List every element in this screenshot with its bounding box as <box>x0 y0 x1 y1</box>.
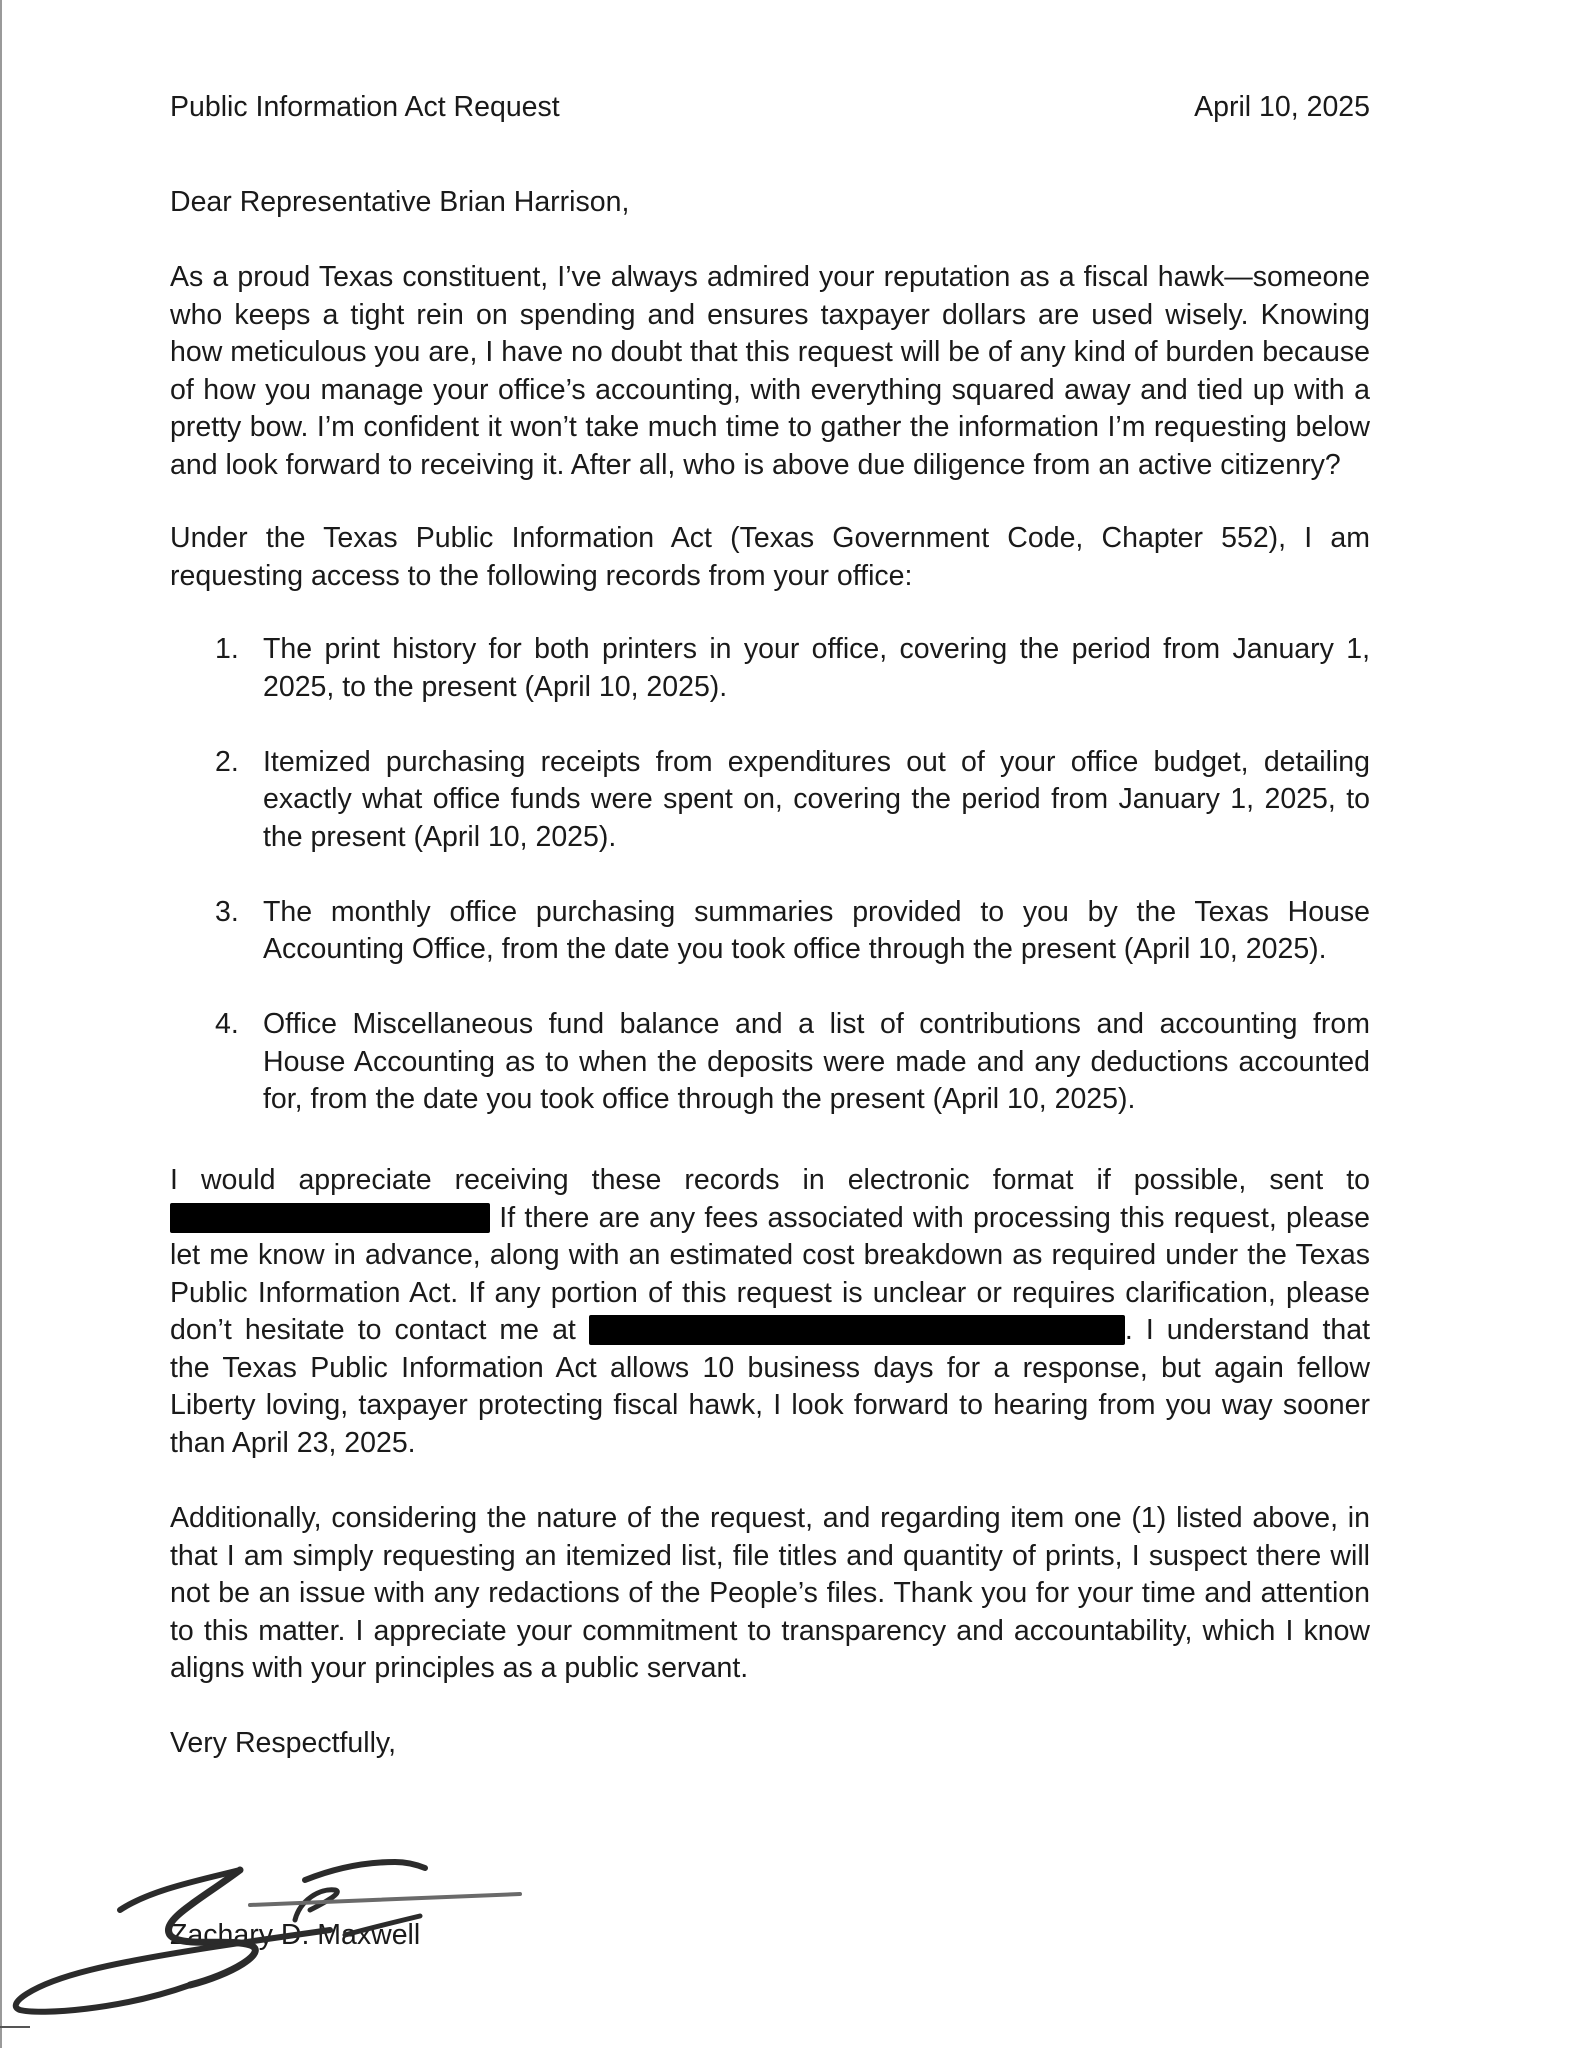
signer-name: Zachary D. Maxwell <box>170 1919 421 1951</box>
list-item-text: The print history for both printers in your office, covering the period from January 1, 2025, to the present (April 10, 2025). <box>263 633 1370 703</box>
handwritten-signature <box>0 1770 540 2030</box>
list-item <box>170 631 1370 706</box>
list-item-number: 3. <box>215 895 239 928</box>
signature-stroke <box>250 1894 520 1905</box>
list-item <box>170 894 1370 969</box>
letter-greeting: Dear Representative Brian Harrison, <box>170 186 630 218</box>
list-item-number: 2. <box>215 745 239 778</box>
letter-subject: Public Information Act Request <box>170 91 560 123</box>
request-list <box>170 631 1370 1156</box>
list-item-text: Itemized purchasing receipts from expenditures out of your office budget, detailing exactly what office funds were spent on, covering the period from January 1, 2025, to the present (April 10, 2025). <box>263 745 1370 853</box>
contact-paragraph <box>170 1162 1370 1462</box>
signature-stroke <box>305 1862 425 1880</box>
list-item-number: 1. <box>215 633 239 665</box>
list-item-text: The monthly office purchasing summaries provided to you by the Texas House Accounting Office, from the date you took office through the present (April 10, 2025). <box>263 895 1370 965</box>
list-item <box>170 744 1370 857</box>
intro-paragraph: As a proud Texas constituent, I’ve always admired your reputation as a fiscal hawk—someone who keeps a tight rein on spending and ensures taxpayer dollars are used wisely. Knowing how meticulous you are, I have no doubt that this request will be of any kind of burden because of how you manage your office’s accounting, with everything squared away and tied up with a pretty bow. I’m confident it won’t take much time to gather the information I’m requesting below and look forward to receiving it. After all, who is above due diligence from an active citizenry? <box>170 261 1370 481</box>
signature-stroke <box>120 1870 240 1910</box>
contact-text-c: . I understand that the Texas Public Information Act allows 10 business days for a response, but again fellow Liberty loving, taxpayer protecting fiscal hawk, I look forward to hearing from you way sooner than April 23, 2025. <box>170 1314 1370 1459</box>
list-item-text: Office Miscellaneous fund balance and a list of contributions and accounting from House Accounting as to when the deposits were made and any deductions accounted for, from the date you took office through the present (April 10, 2025). <box>263 1008 1370 1115</box>
signature-stroke <box>345 1916 420 1935</box>
closing-salutation: Very Respectfully, <box>170 1727 396 1759</box>
scan-edge-line <box>0 0 2 2048</box>
scan-edge-mark <box>0 2026 30 2028</box>
list-item-number: 4. <box>215 1008 239 1040</box>
list-item <box>170 1006 1370 1119</box>
letter-date: April 10, 2025 <box>1194 91 1370 123</box>
signature-stroke <box>16 1930 330 2012</box>
redacted-contact-block <box>589 1315 1125 1345</box>
contact-text-b: If there are any fees associated with processing this request, please let me know in advance, along with an estimated cost breakdown as required under the Texas Public Information Act. If any portion of this request is unclear or requires clarification, please don’t hesitate to contact me at <box>170 1201 1371 1346</box>
contact-text-a: I would appreciate receiving these records in electronic format if possible, sent to <box>170 1164 1370 1196</box>
redacted-email-block <box>170 1203 490 1233</box>
closing-paragraph: Additionally, considering the nature of the request, and regarding item one (1) listed above, in that I am simply requesting an itemized list, file titles and quantity of prints, I suspect there will not be an issue with any redactions of the People’s files. Thank you for your time and attention to this matter. I appreciate your commitment to transparency and accountability, which I know aligns with your principles as a public servant. <box>170 1502 1370 1684</box>
request-intro-paragraph: Under the Texas Public Information Act (Texas Government Code, Chapter 552), I am requesting access to the following records from your office: <box>170 522 1370 592</box>
